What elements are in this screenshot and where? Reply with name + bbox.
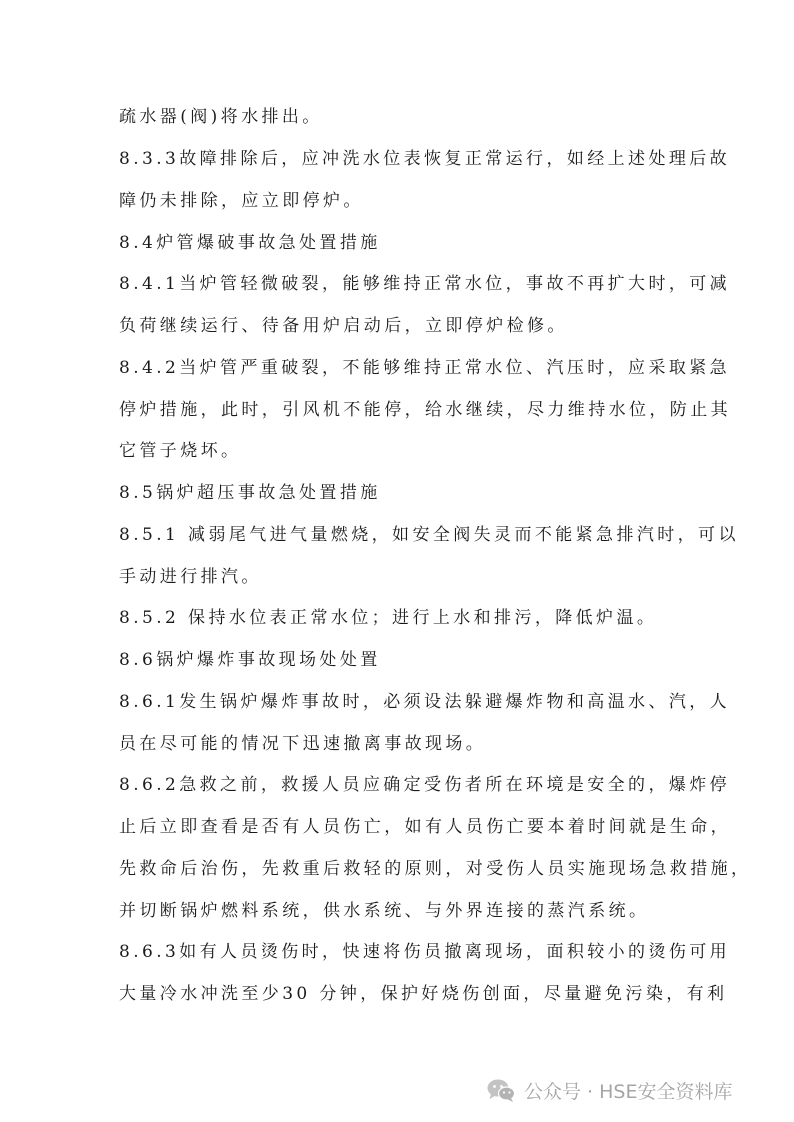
text-line: 员在尽可能的情况下迅速撤离事故现场。 xyxy=(119,734,487,754)
text-line: 8.4.2当炉管严重破裂，不能够维持正常水位、汽压时，应采取紧急 xyxy=(119,358,731,378)
text-line: 8.6.3如有人员烫伤时，快速将伤员撤离现场，面积较小的烫伤可用 xyxy=(119,942,731,962)
text-line: 8.6.1发生锅炉爆炸事故时，必须设法躲避爆炸物和高温水、汽，人 xyxy=(119,692,731,712)
text-line: 8.3.3故障排除后，应冲洗水位表恢复正常运行，如经上述处理后故 xyxy=(119,149,731,169)
text-line: 它管子烧坏。 xyxy=(119,441,242,461)
wechat-icon xyxy=(486,1077,516,1103)
text-line: 止后立即查看是否有人员伤亡，如有人员伤亡要本着时间就是生命， xyxy=(119,817,731,837)
text-line: 8.4.1当炉管轻微破裂，能够维持正常水位，事故不再扩大时，可减 xyxy=(119,274,731,294)
watermark-text: 公众号 · HSE安全资料库 xyxy=(524,1080,733,1103)
text-line: 8.6.2急救之前，救援人员应确定受伤者所在环境是安全的，爆炸停 xyxy=(119,775,731,795)
section-heading: 8.4炉管爆破事故急处置措施 xyxy=(119,233,381,253)
text-line: 疏水器(阀)将水排出。 xyxy=(119,107,323,127)
text-line: 并切断锅炉燃料系统，供水系统、与外界连接的蒸汽系统。 xyxy=(119,901,650,921)
text-line: 先救命后治伤，先救重后救轻的原则，对受伤人员实施现场急救措施， xyxy=(119,859,752,879)
text-line: 8.5.1 减弱尾气进气量燃烧，如安全阀失灵而不能紧急排汽时，可以 xyxy=(119,525,739,545)
watermark xyxy=(486,1074,732,1106)
section-heading: 8.5锅炉超压事故急处置措施 xyxy=(119,483,381,503)
text-line: 大量冷水冲洗至少30 分钟，保护好烧伤创面，尽量避免污染，有利 xyxy=(119,984,728,1004)
text-line: 8.5.2 保持水位表正常水位；进行上水和排污，降低炉温。 xyxy=(119,608,658,628)
section-heading: 8.6锅炉爆炸事故现场处处置 xyxy=(119,650,381,670)
text-line: 负荷继续运行、待备用炉启动后，立即停炉检修。 xyxy=(119,316,568,336)
text-line: 手动进行排汽。 xyxy=(119,567,262,587)
text-line: 障仍未排除，应立即停炉。 xyxy=(119,191,364,211)
text-line: 停炉措施，此时，引风机不能停，给水继续，尽力维持水位，防止其 xyxy=(119,400,731,420)
